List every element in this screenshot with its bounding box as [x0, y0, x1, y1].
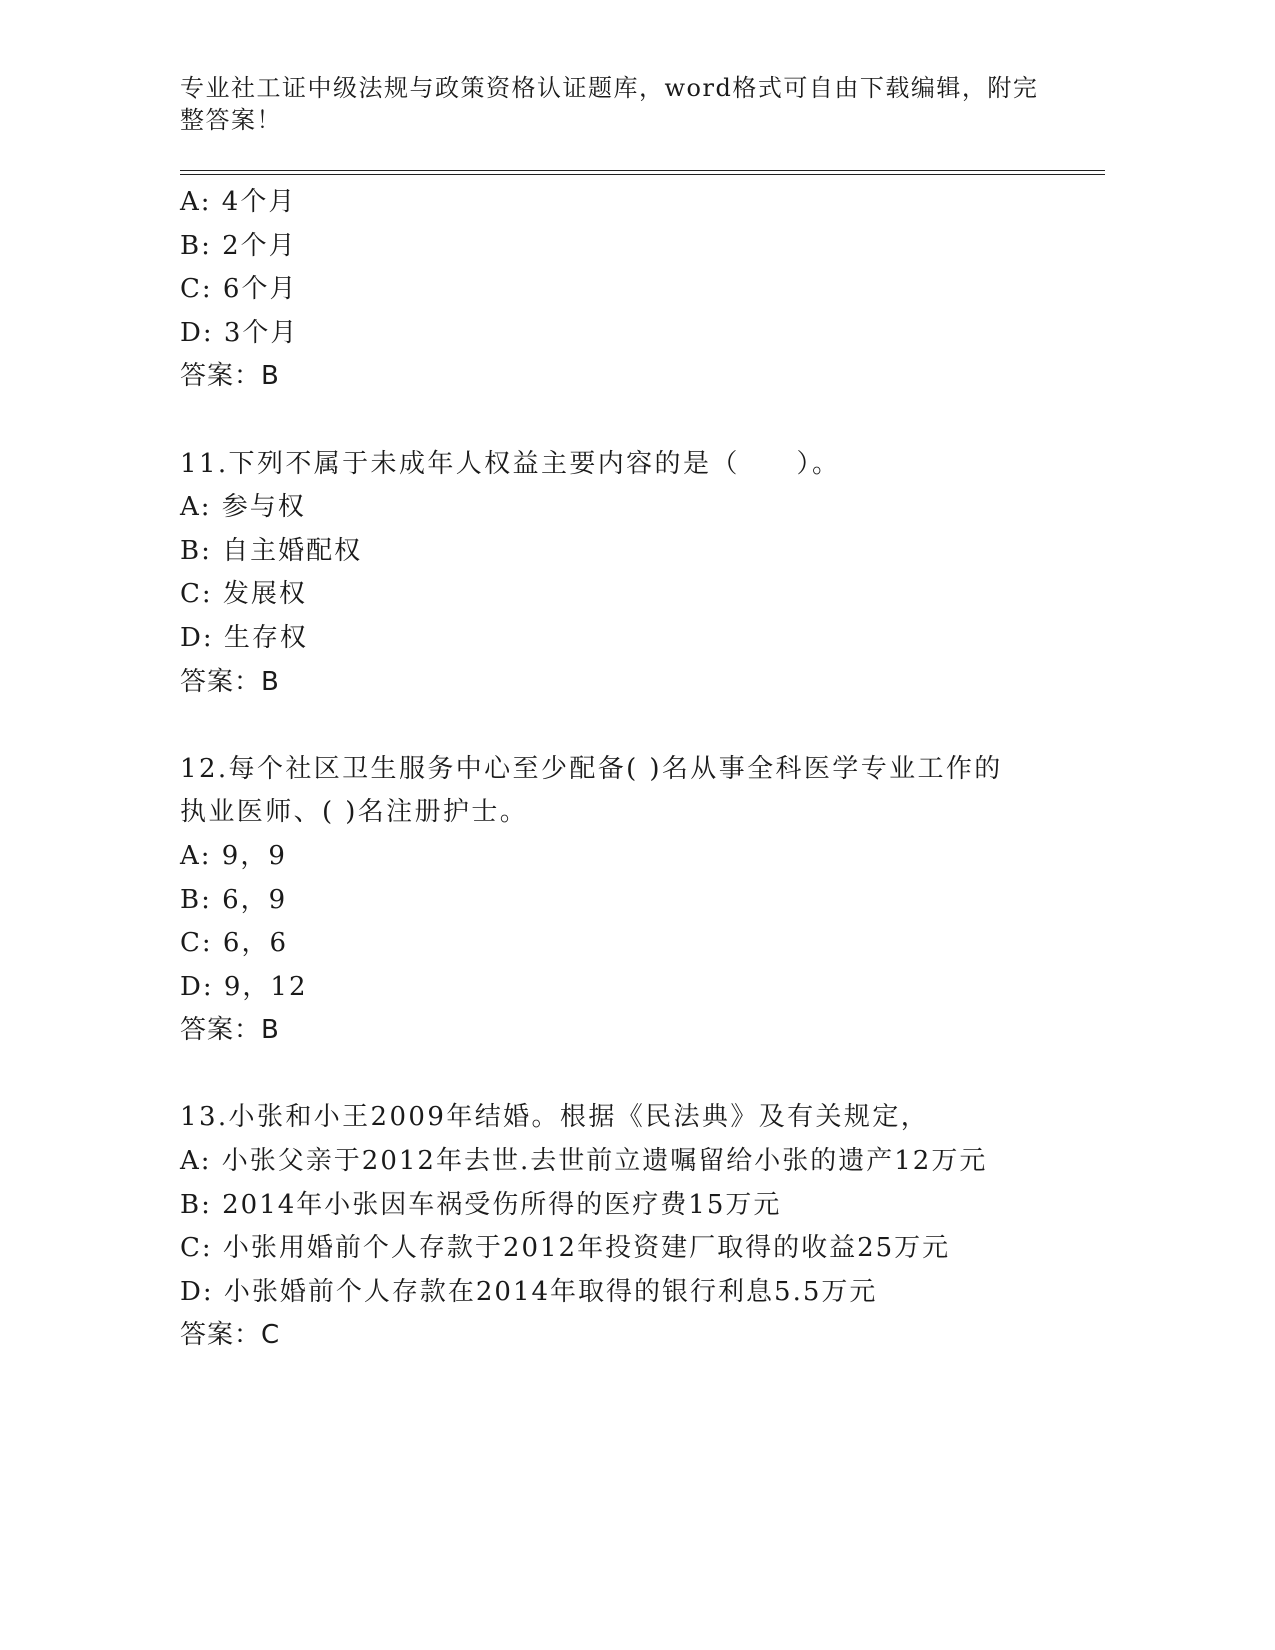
- option-b: B: 2个月: [180, 230, 297, 261]
- option-a: A: 9，9: [180, 840, 287, 871]
- spacer: [180, 704, 1105, 748]
- option-b: B: 2014年小张因车祸受伤所得的医疗费15万元: [180, 1189, 782, 1220]
- question-text: 11.下列不属于未成年人权益主要内容的是（ ）。: [180, 448, 841, 479]
- option-b: B: 自主婚配权: [180, 535, 363, 566]
- question-text: 12.每个社区卫生服务中心至少配备( )名从事全科医学专业工作的执业医师、( )名注册护士。: [180, 753, 1003, 828]
- question-block-11: [180, 443, 1105, 705]
- question-content: [180, 181, 1105, 1358]
- option-d: D: 小张婚前个人存款在2014年取得的银行利息5.5万元: [180, 1276, 878, 1307]
- question-block-12: [180, 748, 1105, 1053]
- header-divider-top: [180, 170, 1105, 171]
- option-c: C: 6，6: [180, 928, 289, 959]
- spacer: [180, 1053, 1105, 1097]
- option-c: C: 小张用婚前个人存款于2012年投资建厂取得的收益25万元: [180, 1233, 951, 1264]
- option-d: D: 3个月: [180, 317, 299, 348]
- question-block-10: [180, 181, 1105, 399]
- page-header: 专业社工证中级法规与政策资格认证题库，word格式可自由下载编辑，附完整答案！: [180, 74, 1039, 134]
- answer-line: 答案：B: [180, 666, 280, 697]
- answer-line: 答案：C: [180, 1320, 281, 1351]
- option-a: A: 参与权: [180, 492, 306, 523]
- question-text: 13.小张和小王2009年结婚。根据《民法典》及有关规定，: [180, 1102, 930, 1133]
- option-d: D: 生存权: [180, 622, 308, 653]
- header-divider-bottom: [180, 174, 1105, 175]
- option-c: C: 发展权: [180, 579, 307, 610]
- spacer: [180, 399, 1105, 443]
- option-b: B: 6，9: [180, 884, 288, 915]
- answer-line: 答案：B: [180, 1015, 280, 1046]
- option-c: C: 6个月: [180, 274, 298, 305]
- option-a: A: 小张父亲于2012年去世.去世前立遗嘱留给小张的遗产12万元: [180, 1146, 988, 1177]
- answer-line: 答案：B: [180, 361, 280, 392]
- question-block-13: [180, 1096, 1105, 1358]
- option-a: A: 4个月: [180, 187, 297, 217]
- option-d: D: 9，12: [180, 971, 308, 1002]
